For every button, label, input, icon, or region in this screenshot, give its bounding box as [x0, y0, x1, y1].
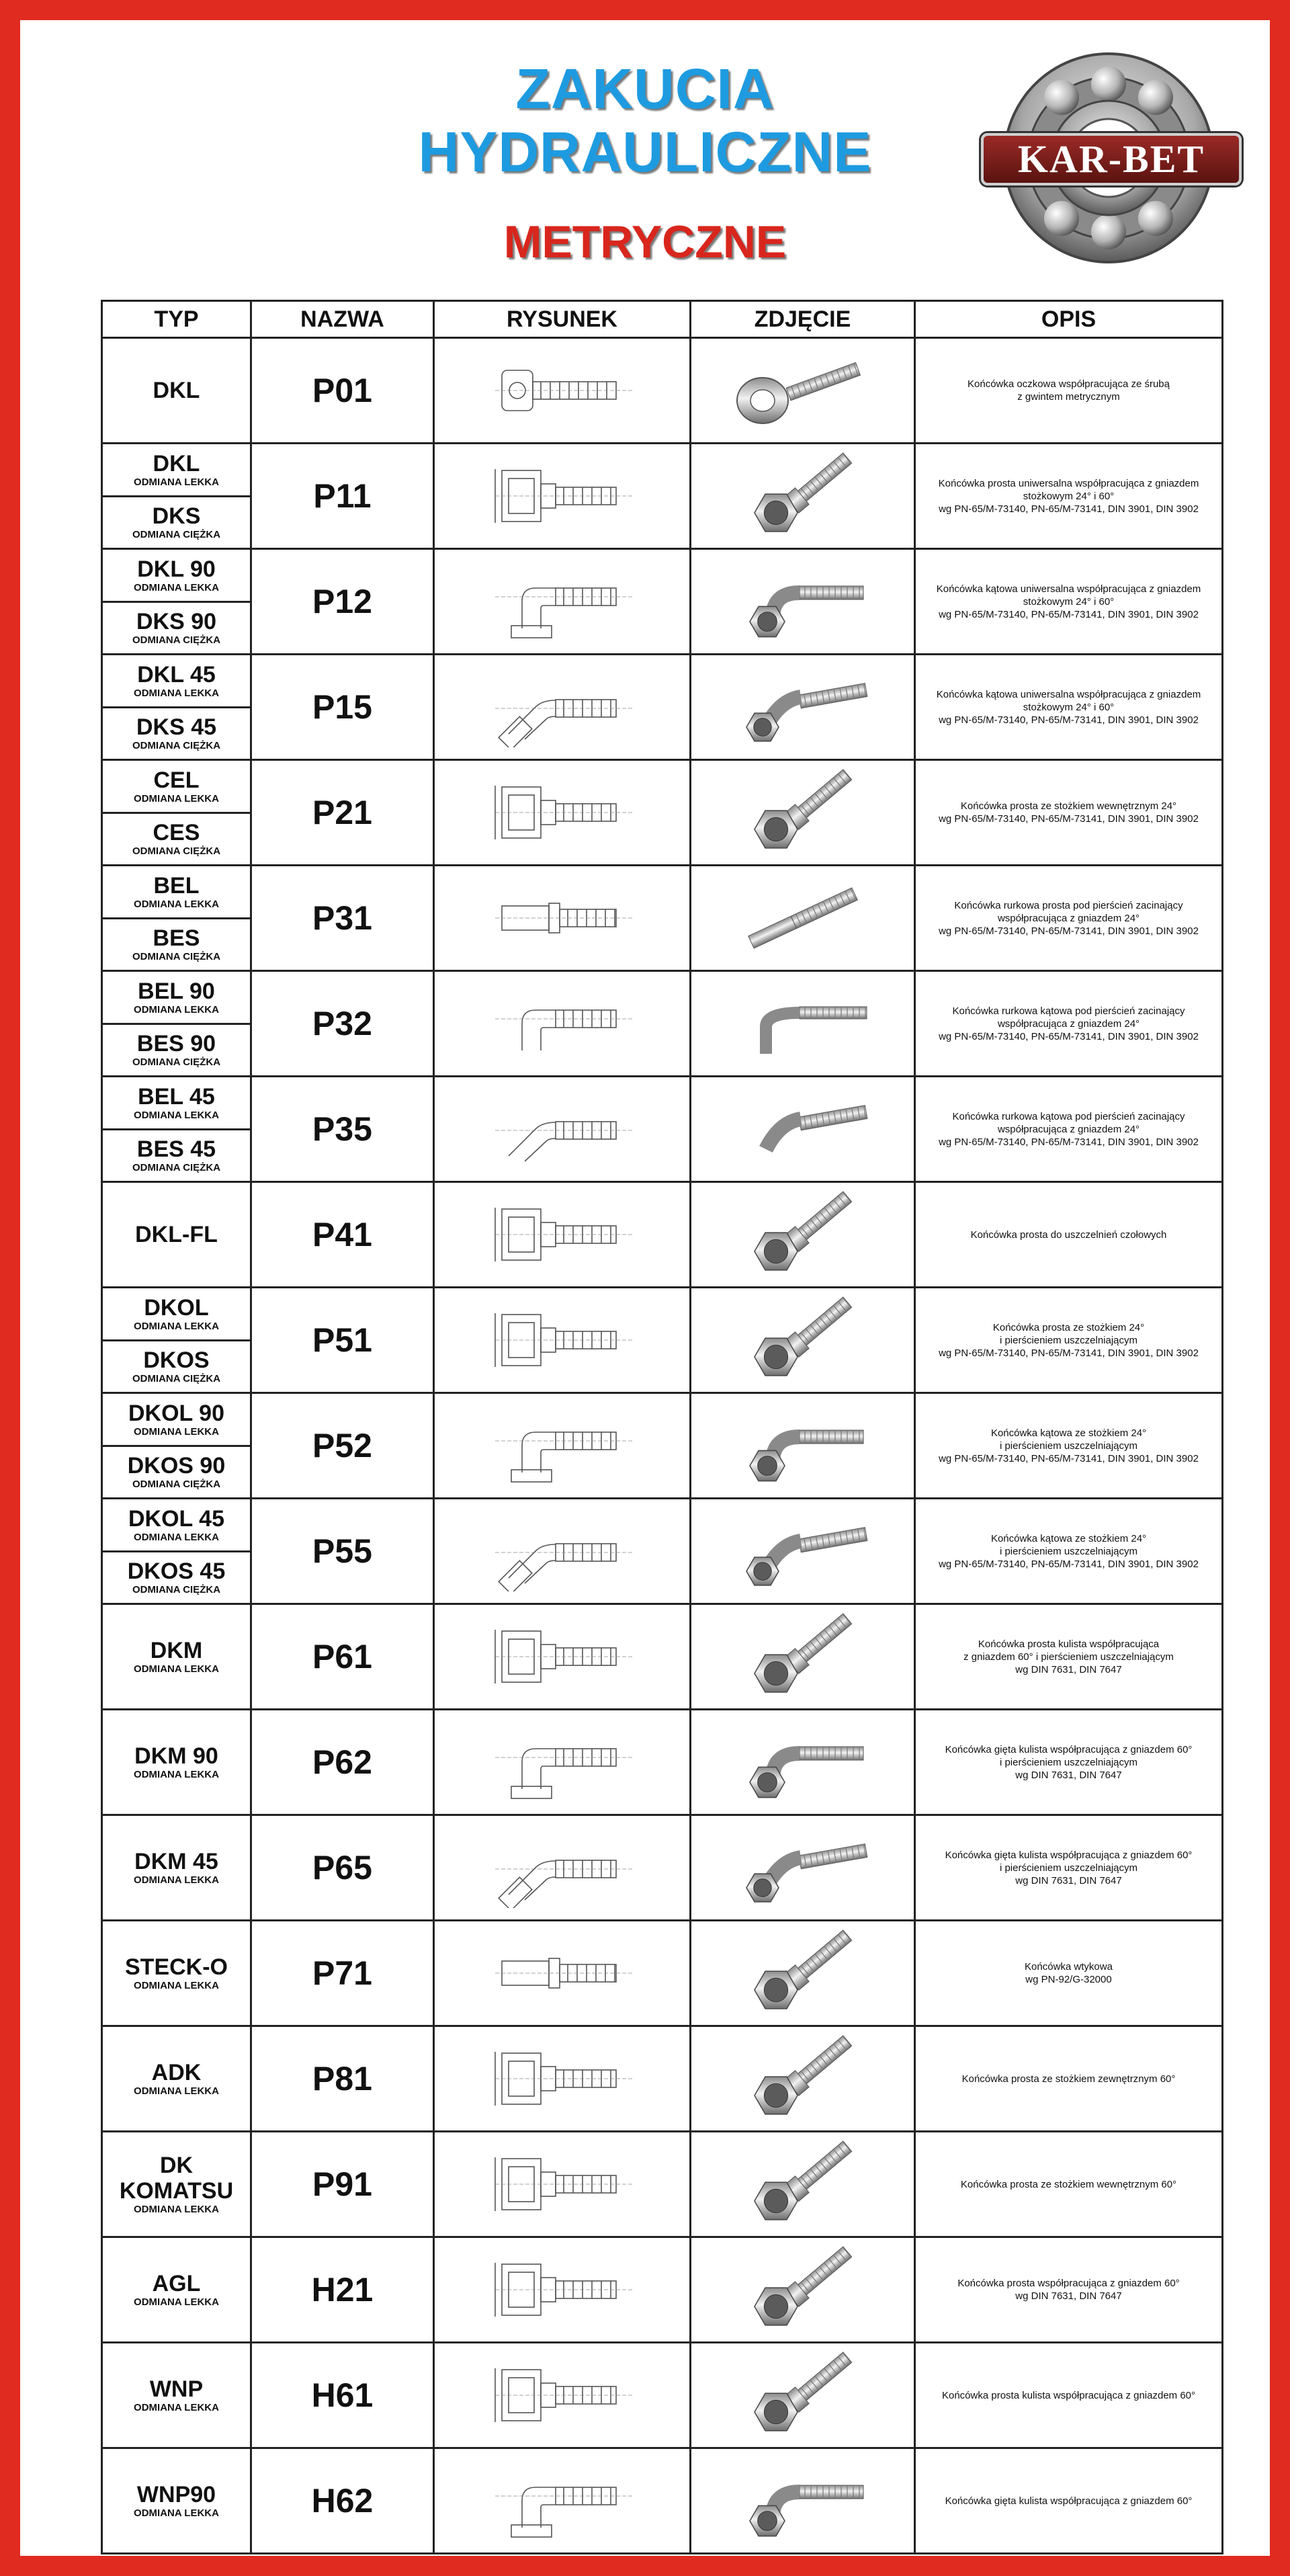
description-text: Końcówka gięta kulista współpracująca z gniazdem 60° i pierścieniem uszczelniającym wg DIN 7631, DIN 7647 — [945, 1849, 1193, 1886]
tube45-fitting-photo — [726, 1085, 880, 1173]
cell-rysunek — [434, 338, 691, 444]
elbow90-fitting-photo — [726, 2457, 880, 2544]
cell-typ — [102, 549, 251, 655]
male-fitting-photo — [726, 769, 880, 856]
typ-name: STECK-O — [125, 1954, 228, 1980]
description-text: Końcówka rurkowa prosta pod pierścień zacinający współpracująca z gniazdem 24° wg PN-65/M-73140, PN-65/M-73141, DIN 3901, DIN 3902 — [939, 899, 1199, 937]
description-text: Końcówka kątowa uniwersalna współpracująca z gniazdem stożkowym 24° i 60° wg PN-65/M-73140, PN-65/M-73141, DIN 3901, DIN 3902 — [936, 688, 1201, 726]
logo-text: KAR-BET — [981, 133, 1242, 185]
typ-name: BEL 90 — [138, 978, 215, 1004]
tube-fitting-photo — [726, 874, 880, 962]
typ-name: DKM — [150, 1638, 203, 1663]
tube90-technical-drawing — [482, 983, 643, 1064]
typ-name: DKOS 90 — [127, 1453, 226, 1479]
typ-name: DKL — [153, 378, 200, 403]
straight-nut-fitting-photo — [726, 1191, 880, 1278]
cell-zdjecie — [691, 2026, 915, 2132]
part-code: P15 — [312, 688, 372, 726]
table-row — [102, 655, 1223, 760]
description-text: Końcówka gięta kulista współpracująca z gniazdem 60° — [945, 2495, 1193, 2507]
tube-technical-drawing — [482, 1933, 643, 2013]
cell-opis — [915, 1077, 1223, 1182]
table-row — [102, 866, 1223, 971]
table-row — [102, 1182, 1223, 1288]
part-code: P91 — [312, 2165, 372, 2203]
cell-zdjecie — [691, 2132, 915, 2237]
cell-zdjecie — [691, 866, 915, 971]
typ-name: DKL 45 — [137, 661, 216, 688]
plug-fitting-photo — [726, 1929, 880, 2017]
cell-rysunek — [434, 1921, 691, 2026]
description-text: Końcówka prosta kulista współpracująca z gniazdem 60° — [941, 2389, 1196, 2401]
table-row — [102, 2132, 1223, 2237]
cell-nazwa — [251, 866, 434, 971]
cell-nazwa — [251, 1288, 434, 1393]
typ-variant: ODMIANA LEKKA — [134, 2507, 219, 2519]
typ-variant: ODMIANA CIĘŻKA — [132, 1056, 221, 1069]
cell-opis — [915, 1710, 1223, 1815]
typ-name: DKOS 45 — [127, 1559, 226, 1585]
tube45-technical-drawing — [482, 1089, 643, 1169]
straight-nut-fitting-photo — [726, 2352, 880, 2439]
cell-opis — [915, 2343, 1223, 2448]
typ-variant: ODMIANA LEKKA — [134, 2204, 219, 2215]
cell-nazwa — [251, 444, 434, 549]
elbow45-fitting-photo — [726, 1507, 880, 1595]
cell-opis — [915, 1182, 1223, 1288]
table-row — [102, 338, 1223, 444]
cell-typ — [102, 2343, 251, 2448]
table-row — [102, 2237, 1223, 2343]
cell-opis — [915, 1499, 1223, 1604]
cell-zdjecie — [691, 2237, 915, 2343]
typ-variant: ODMIANA CIĘŻKA — [132, 1373, 221, 1385]
cell-typ — [102, 1710, 251, 1815]
cell-typ — [102, 1815, 251, 1921]
description-text: Końcówka prosta kulista współpracująca z gniazdem 60° i pierścieniem uszczelniającym wg DIN 7631, DIN 7647 — [963, 1638, 1174, 1675]
cell-typ — [102, 760, 251, 866]
cell-typ — [102, 1288, 251, 1393]
typ-variant: ODMIANA LEKKA — [134, 1769, 219, 1780]
cell-opis — [915, 338, 1223, 444]
page-subtitle: METRYCZNE — [503, 216, 787, 267]
cell-opis — [915, 444, 1223, 549]
elbow90-fitting-photo — [726, 1402, 880, 1489]
cell-nazwa — [251, 1393, 434, 1499]
description-text: Końcówka prosta współpracująca z gniazdem 60° wg DIN 7631, DIN 7647 — [957, 2278, 1180, 2302]
cell-typ — [102, 338, 251, 444]
cell-opis — [915, 2132, 1223, 2237]
cell-typ — [102, 866, 251, 971]
cell-typ — [102, 1393, 251, 1499]
cell-typ — [102, 444, 251, 549]
banjo-fitting-photo — [726, 347, 880, 434]
cell-nazwa — [251, 1710, 434, 1815]
part-code: P51 — [312, 1321, 372, 1359]
cell-rysunek — [434, 2343, 691, 2448]
cell-zdjecie — [691, 444, 915, 549]
table-row — [102, 1815, 1223, 1921]
part-code: P61 — [312, 1638, 372, 1675]
tube90-fitting-photo — [726, 980, 880, 1067]
cell-opis — [915, 1921, 1223, 2026]
typ-name: CES — [153, 820, 200, 846]
male-technical-drawing — [482, 2038, 643, 2119]
typ-name: AGL — [152, 2271, 201, 2296]
cell-rysunek — [434, 2237, 691, 2343]
description-text: Końcówka oczkowa współpracująca ze śrubą z gwintem metrycznym — [968, 378, 1170, 403]
cell-rysunek — [434, 1077, 691, 1182]
elbow45-technical-drawing — [482, 1511, 643, 1591]
typ-name: DK — [159, 2153, 194, 2178]
elbow45-technical-drawing — [482, 667, 643, 747]
typ-name: DKS — [152, 503, 201, 530]
cell-zdjecie — [691, 760, 915, 866]
cell-rysunek — [434, 1288, 691, 1393]
cell-rysunek — [434, 2026, 691, 2132]
typ-variant: ODMIANA CIĘŻKA — [132, 634, 221, 647]
part-code: H62 — [311, 2482, 374, 2520]
fittings-table — [101, 300, 1223, 2554]
table-row — [102, 1499, 1223, 1604]
table-row — [102, 444, 1223, 549]
table-row — [102, 1921, 1223, 2026]
typ-variant: ODMIANA LEKKA — [134, 2296, 219, 2308]
typ-variant: ODMIANA LEKKA — [134, 1109, 219, 1121]
straight-nut-fitting-photo — [726, 2141, 880, 2228]
part-code: P62 — [312, 1743, 372, 1781]
typ-variant: ODMIANA LEKKA — [134, 476, 219, 488]
cell-nazwa — [251, 2343, 434, 2448]
elbow90-technical-drawing — [482, 561, 643, 642]
straight-nut-technical-drawing — [482, 1616, 643, 1697]
cell-zdjecie — [691, 1499, 915, 1604]
typ-name: KOMATSU — [119, 2178, 234, 2204]
typ-variant: ODMIANA LEKKA — [134, 1980, 219, 1991]
elbow45-technical-drawing — [482, 1827, 643, 1908]
cell-zdjecie — [691, 1815, 915, 1921]
description-text: Końcówka prosta uniwersalna współpracująca z gniazdem stożkowym 24° i 60° wg PN-65/M-73140, PN-65/M-73141, DIN 3901, DIN 3902 — [938, 477, 1199, 515]
cell-nazwa — [251, 2237, 434, 2343]
typ-variant: ODMIANA LEKKA — [134, 1425, 219, 1438]
part-code: P12 — [312, 583, 372, 620]
typ-name: DKL 90 — [137, 556, 216, 582]
typ-variant: ODMIANA LEKKA — [134, 1320, 219, 1332]
cell-typ — [102, 2132, 251, 2237]
page-title — [343, 57, 947, 183]
straight-nut-technical-drawing — [482, 1194, 643, 1275]
part-code: P52 — [312, 1427, 372, 1464]
cell-nazwa — [251, 338, 434, 444]
cell-nazwa — [251, 2448, 434, 2554]
part-code: P71 — [312, 1954, 372, 1992]
cell-nazwa — [251, 2026, 434, 2132]
cell-rysunek — [434, 1499, 691, 1604]
table-body — [102, 338, 1223, 2554]
cell-typ — [102, 1182, 251, 1288]
cell-nazwa — [251, 1077, 434, 1182]
cell-nazwa — [251, 760, 434, 866]
cell-opis — [915, 971, 1223, 1077]
cell-opis — [915, 1288, 1223, 1393]
cell-opis — [915, 866, 1223, 971]
cell-opis — [915, 1815, 1223, 1921]
cell-opis — [915, 1604, 1223, 1710]
typ-variant: ODMIANA CIĘŻKA — [132, 951, 221, 963]
typ-variant: ODMIANA CIĘŻKA — [132, 1479, 221, 1491]
typ-variant: ODMIANA LEKKA — [134, 581, 219, 593]
table-row — [102, 1393, 1223, 1499]
cell-zdjecie — [691, 1288, 915, 1393]
table-header-row — [102, 301, 1223, 338]
table-row — [102, 549, 1223, 655]
cell-typ — [102, 2448, 251, 2554]
cell-rysunek — [434, 1393, 691, 1499]
straight-nut-technical-drawing — [482, 1300, 643, 1380]
typ-variant: ODMIANA CIĘŻKA — [132, 529, 221, 541]
cell-rysunek — [434, 1815, 691, 1921]
typ-name: DKOL — [144, 1294, 209, 1321]
cell-opis — [915, 2448, 1223, 2554]
elbow90-fitting-photo — [726, 558, 880, 645]
header-opis: OPIS — [915, 301, 1223, 338]
typ-name: BEL — [153, 872, 200, 899]
cell-rysunek — [434, 866, 691, 971]
description-text: Końcówka prosta ze stożkiem 24° i pierścieniem uszczelniającym wg PN-65/M-73140, PN-65/M-73141, DIN 3901, DIN 3902 — [939, 1321, 1199, 1359]
cell-nazwa — [251, 1499, 434, 1604]
cell-rysunek — [434, 2448, 691, 2554]
typ-variant: ODMIANA LEKKA — [134, 1663, 219, 1675]
cell-rysunek — [434, 2132, 691, 2237]
cell-rysunek — [434, 1182, 691, 1288]
description-text: Końcówka prosta ze stożkiem zewnętrznym 60° — [961, 2073, 1176, 2085]
typ-name: WNP90 — [136, 2482, 216, 2507]
cell-opis — [915, 760, 1223, 866]
cell-opis — [915, 549, 1223, 655]
description-text: Końcówka kątowa ze stożkiem 24° i pierścieniem uszczelniającym wg PN-65/M-73140, PN-65/M-73141, DIN 3901, DIN 3902 — [939, 1532, 1199, 1570]
cell-nazwa — [251, 971, 434, 1077]
elbow45-fitting-photo — [726, 1824, 880, 1911]
cell-zdjecie — [691, 1921, 915, 2026]
typ-variant: ODMIANA LEKKA — [134, 1003, 219, 1015]
cell-zdjecie — [691, 1182, 915, 1288]
typ-name: BES 90 — [136, 1031, 216, 1057]
part-code: H61 — [311, 2376, 374, 2414]
cell-zdjecie — [691, 2448, 915, 2554]
part-code: P55 — [312, 1532, 372, 1570]
header-zdjecie: ZDJĘCIE — [691, 301, 915, 338]
tube-technical-drawing — [482, 878, 643, 958]
straight-nut-technical-drawing — [482, 2144, 643, 2225]
poster-board — [20, 20, 1270, 2556]
typ-name: BES — [153, 925, 200, 952]
cell-zdjecie — [691, 338, 915, 444]
cell-typ — [102, 1921, 251, 2026]
cell-nazwa — [251, 2132, 434, 2237]
table-row — [102, 1710, 1223, 1815]
male-technical-drawing — [482, 2249, 643, 2330]
table-row — [102, 1604, 1223, 1710]
description-text: Końcówka prosta ze stożkiem wewnętrznym 60° — [960, 2178, 1177, 2190]
typ-variant: ODMIANA LEKKA — [134, 792, 219, 804]
male-technical-drawing — [482, 772, 643, 853]
male-fitting-photo — [726, 2246, 880, 2333]
typ-name: DKOL 45 — [128, 1505, 224, 1532]
cell-opis — [915, 1393, 1223, 1499]
header-typ: TYP — [102, 301, 251, 338]
part-code: P41 — [312, 1216, 372, 1253]
table-row — [102, 2026, 1223, 2132]
part-code: P01 — [312, 372, 372, 409]
typ-name: DKM 90 — [134, 1743, 218, 1769]
header-rysunek: RYSUNEK — [434, 301, 691, 338]
typ-variant: ODMIANA LEKKA — [134, 687, 219, 699]
typ-variant: ODMIANA LEKKA — [134, 1874, 219, 1886]
table-row — [102, 760, 1223, 866]
typ-name: DKM 45 — [134, 1849, 218, 1874]
straight-nut-technical-drawing — [482, 2355, 643, 2436]
description-text: Końcówka kątowa uniwersalna współpracująca z gniazdem stożkowym 24° i 60° wg PN-65/M-73140, PN-65/M-73141, DIN 3901, DIN 3902 — [936, 583, 1201, 620]
cell-zdjecie — [691, 1077, 915, 1182]
description-text: Końcówka prosta do uszczelnień czołowych — [970, 1229, 1167, 1241]
typ-variant: ODMIANA CIĘŻKA — [132, 1584, 221, 1596]
table-row — [102, 2343, 1223, 2448]
cell-typ — [102, 1604, 251, 1710]
part-code: P11 — [313, 477, 372, 515]
part-code: P21 — [312, 794, 372, 831]
cell-nazwa — [251, 1182, 434, 1288]
typ-variant: ODMIANA LEKKA — [134, 898, 219, 910]
elbow90-fitting-photo — [726, 1718, 880, 1806]
banjo-technical-drawing — [482, 350, 643, 431]
cell-rysunek — [434, 1604, 691, 1710]
cell-opis — [915, 2237, 1223, 2343]
cell-zdjecie — [691, 1604, 915, 1710]
part-code: H21 — [311, 2271, 374, 2309]
title-line-2: HYDRAULICZNE — [418, 120, 872, 183]
table-row — [102, 2448, 1223, 2554]
typ-name: CEL — [153, 767, 200, 793]
straight-nut-fitting-photo — [726, 1613, 880, 1700]
elbow90-technical-drawing — [482, 1722, 643, 1802]
typ-variant: ODMIANA CIĘŻKA — [132, 1162, 221, 1174]
elbow90-technical-drawing — [482, 2460, 643, 2541]
cell-nazwa — [251, 1921, 434, 2026]
elbow45-fitting-photo — [726, 663, 880, 751]
typ-name: DKL-FL — [135, 1222, 218, 1247]
table-row — [102, 1288, 1223, 1393]
cell-rysunek — [434, 549, 691, 655]
cell-zdjecie — [691, 1393, 915, 1499]
description-text: Końcówka wtykowa wg PN-92/G-32000 — [1025, 1961, 1113, 1985]
cell-zdjecie — [691, 549, 915, 655]
cell-nazwa — [251, 655, 434, 760]
cell-nazwa — [251, 1604, 434, 1710]
description-text: Końcówka prosta ze stożkiem wewnętrznym 24° wg PN-65/M-73140, PN-65/M-73141, DIN 3901, DIN 3902 — [939, 800, 1199, 825]
male-fitting-photo — [726, 2035, 880, 2122]
cell-typ — [102, 2026, 251, 2132]
cell-typ — [102, 2237, 251, 2343]
part-code: P32 — [312, 1005, 372, 1042]
title-line-1: ZAKUCIA — [515, 57, 775, 120]
cell-zdjecie — [691, 1710, 915, 1815]
straight-nut-technical-drawing — [482, 456, 643, 536]
typ-name: ADK — [151, 2060, 202, 2085]
typ-name: DKS 45 — [136, 714, 217, 741]
description-text: Końcówka rurkowa kątowa pod pierścień zacinający współpracująca z gniazdem 24° wg PN-65/M-73140, PN-65/M-73141, DIN 3901, DIN 3902 — [939, 1005, 1199, 1042]
typ-name: DKOL 90 — [128, 1400, 224, 1426]
cell-typ — [102, 1077, 251, 1182]
typ-name: BEL 45 — [138, 1083, 215, 1110]
part-code: P31 — [312, 899, 372, 937]
cell-zdjecie — [691, 971, 915, 1077]
table-row — [102, 1077, 1223, 1182]
cell-zdjecie — [691, 2343, 915, 2448]
elbow90-technical-drawing — [482, 1405, 643, 1486]
typ-variant: ODMIANA LEKKA — [134, 1531, 219, 1543]
cell-opis — [915, 2026, 1223, 2132]
table-row — [102, 971, 1223, 1077]
typ-name: DKOS — [143, 1347, 210, 1374]
part-code: P81 — [312, 2060, 372, 2097]
description-text: Końcówka gięta kulista współpracująca z gniazdem 60° i pierścieniem uszczelniającym wg DIN 7631, DIN 7647 — [945, 1743, 1193, 1781]
straight-nut-fitting-photo — [726, 1296, 880, 1384]
typ-variant: ODMIANA CIĘŻKA — [132, 740, 221, 752]
part-code: P35 — [312, 1110, 372, 1148]
cell-rysunek — [434, 655, 691, 760]
cell-rysunek — [434, 971, 691, 1077]
typ-name: DKS 90 — [136, 609, 217, 635]
typ-variant: ODMIANA LEKKA — [134, 2402, 219, 2413]
part-code: P65 — [312, 1849, 372, 1886]
typ-variant: ODMIANA CIĘŻKA — [132, 845, 221, 858]
typ-name: WNP — [149, 2376, 204, 2402]
cell-typ — [102, 655, 251, 760]
cell-rysunek — [434, 1710, 691, 1815]
typ-name: BES 45 — [136, 1136, 216, 1163]
cell-nazwa — [251, 1815, 434, 1921]
cell-rysunek — [434, 760, 691, 866]
cell-typ — [102, 971, 251, 1077]
straight-nut-fitting-photo — [726, 452, 880, 540]
description-text: Końcówka rurkowa kątowa pod pierścień zacinający współpracująca z gniazdem 24° wg PN-65/M-73140, PN-65/M-73141, DIN 3901, DIN 3902 — [939, 1110, 1199, 1148]
header-nazwa: NAZWA — [251, 301, 434, 338]
typ-name: DKL — [153, 450, 200, 476]
typ-variant: ODMIANA LEKKA — [134, 2085, 219, 2097]
company-logo — [968, 47, 1250, 276]
cell-zdjecie — [691, 655, 915, 760]
cell-opis — [915, 655, 1223, 760]
cell-rysunek — [434, 444, 691, 549]
cell-typ — [102, 1499, 251, 1604]
cell-nazwa — [251, 549, 434, 655]
description-text: Końcówka kątowa ze stożkiem 24° i pierścieniem uszczelniającym wg PN-65/M-73140, PN-65/M-73141, DIN 3901, DIN 3902 — [939, 1427, 1199, 1464]
